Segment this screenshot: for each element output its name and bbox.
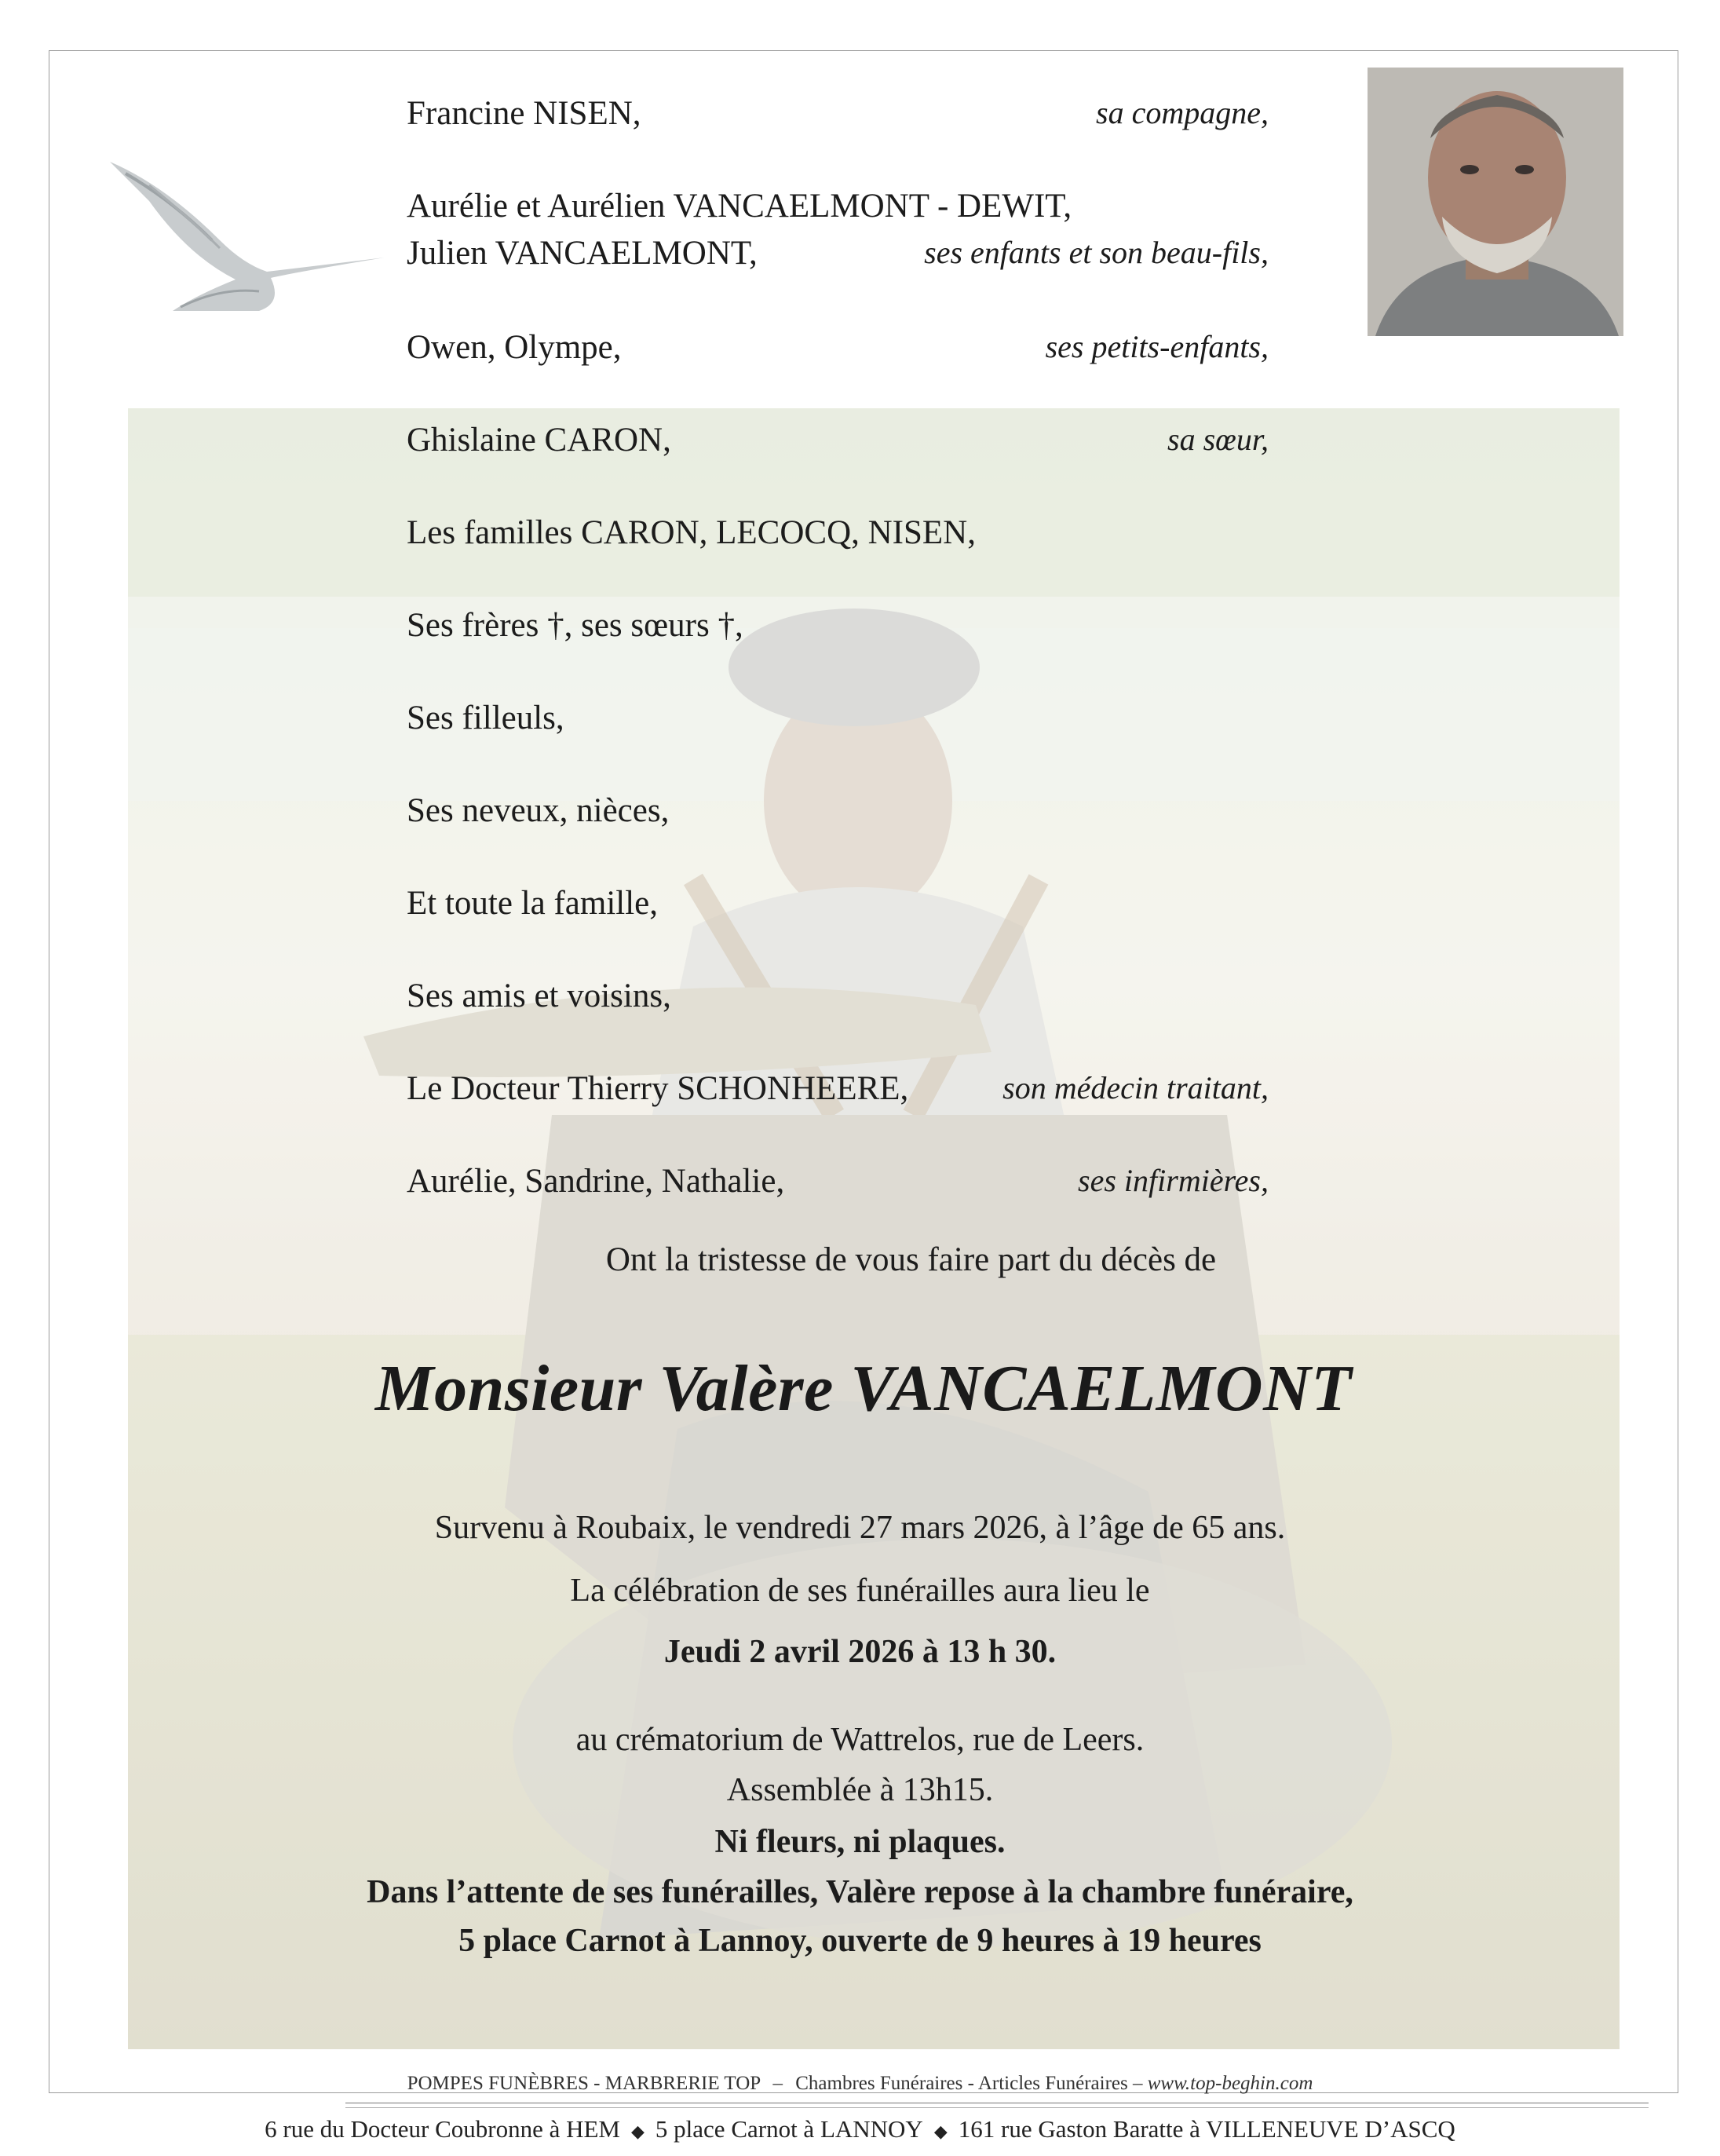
footer-divider — [345, 2107, 1649, 2108]
family-name: Les familles CARON, LECOCQ, NISEN, — [407, 514, 976, 551]
address-villeneuve: 161 rue Gaston Baratte à VILLENEUVE D’ASCQ — [958, 2115, 1455, 2143]
family-name: Aurélie et Aurélien VANCAELMONT - DEWIT, — [407, 188, 1072, 225]
family-relation: sa sœur, — [1167, 422, 1269, 457]
family-row — [407, 606, 1269, 653]
ceremony-date: Jeudi 2 avril 2026 à 13 h 30. — [663, 1634, 1057, 1670]
family-name: Julien VANCAELMONT, — [407, 235, 758, 272]
family-row — [407, 1162, 1269, 1209]
ceremony-intro: La célébration de ses funérailles aura lieu le — [570, 1573, 1150, 1609]
family-row — [407, 1069, 1269, 1116]
diamond-icon: ◆ — [631, 2121, 645, 2141]
family-relation: ses enfants et son beau-fils, — [924, 235, 1269, 270]
family-row — [407, 513, 1269, 561]
address-hem: 6 rue du Docteur Coubronne à HEM — [265, 2115, 620, 2143]
rest-info-line1: Dans l’attente de ses funérailles, Valère repose à la chambre funéraire, — [367, 1874, 1353, 1910]
family-row — [407, 94, 1269, 141]
death-info: Survenu à Roubaix, le vendredi 27 mars 2026, à l’âge de 65 ans. — [434, 1510, 1286, 1546]
family-row — [407, 187, 1269, 234]
footer-dash: – — [772, 2073, 783, 2094]
family-name: Ses neveux, nièces, — [407, 792, 670, 829]
footer-company-line — [0, 2073, 1720, 2095]
family-name: Et toute la famille, — [407, 885, 659, 922]
diamond-icon: ◆ — [933, 2121, 948, 2141]
family-name: Aurélie, Sandrine, Nathalie, — [407, 1163, 785, 1200]
family-name: Ghislaine CARON, — [407, 422, 671, 459]
family-relation: sa compagne, — [1096, 95, 1269, 130]
family-relation: son médecin traitant, — [1002, 1070, 1269, 1105]
family-name: Ses frères †, ses sœurs †, — [407, 607, 743, 644]
dove-icon — [102, 154, 385, 320]
company-services: Chambres Funéraires - Articles Funéraires – — [795, 2073, 1143, 2094]
flowers-note: Ni fleurs, ni plaques. — [714, 1824, 1006, 1860]
family-row — [407, 328, 1269, 375]
family-row — [407, 977, 1269, 1024]
company-name: POMPES FUNÈBRES - MARBRERIE TOP — [407, 2073, 761, 2094]
footer-addresses — [0, 2115, 1720, 2143]
family-row — [407, 699, 1269, 746]
family-row — [407, 234, 1269, 281]
portrait-photo — [1368, 68, 1623, 336]
family-row — [407, 791, 1269, 839]
address-lannoy: 5 place Carnot à LANNOY — [655, 2115, 923, 2143]
family-name: Francine NISEN, — [407, 95, 641, 132]
family-name: Owen, Olympe, — [407, 329, 622, 366]
ceremony-location: au crématorium de Wattrelos, rue de Leers. — [575, 1722, 1145, 1758]
family-relation: ses petits-enfants, — [1045, 329, 1269, 364]
deceased-name: Monsieur Valère VANCAELMONT — [374, 1352, 1353, 1425]
family-name: Ses amis et voisins, — [407, 978, 671, 1014]
family-row — [407, 421, 1269, 468]
family-relation: ses infirmières, — [1078, 1163, 1269, 1198]
family-name: Ses filleuls, — [407, 700, 564, 736]
announcement-intro: Ont la tristesse de vous faire part du décès de — [605, 1241, 1217, 1278]
assembly-time: Assemblée à 13h15. — [726, 1772, 994, 1808]
rest-info-line2: 5 place Carnot à Lannoy, ouverte de 9 heures à 19 heures — [458, 1923, 1262, 1959]
family-row — [407, 884, 1269, 931]
company-website: www.top-beghin.com — [1147, 2073, 1313, 2094]
family-name: Le Docteur Thierry SCHONHEERE, — [407, 1070, 909, 1107]
